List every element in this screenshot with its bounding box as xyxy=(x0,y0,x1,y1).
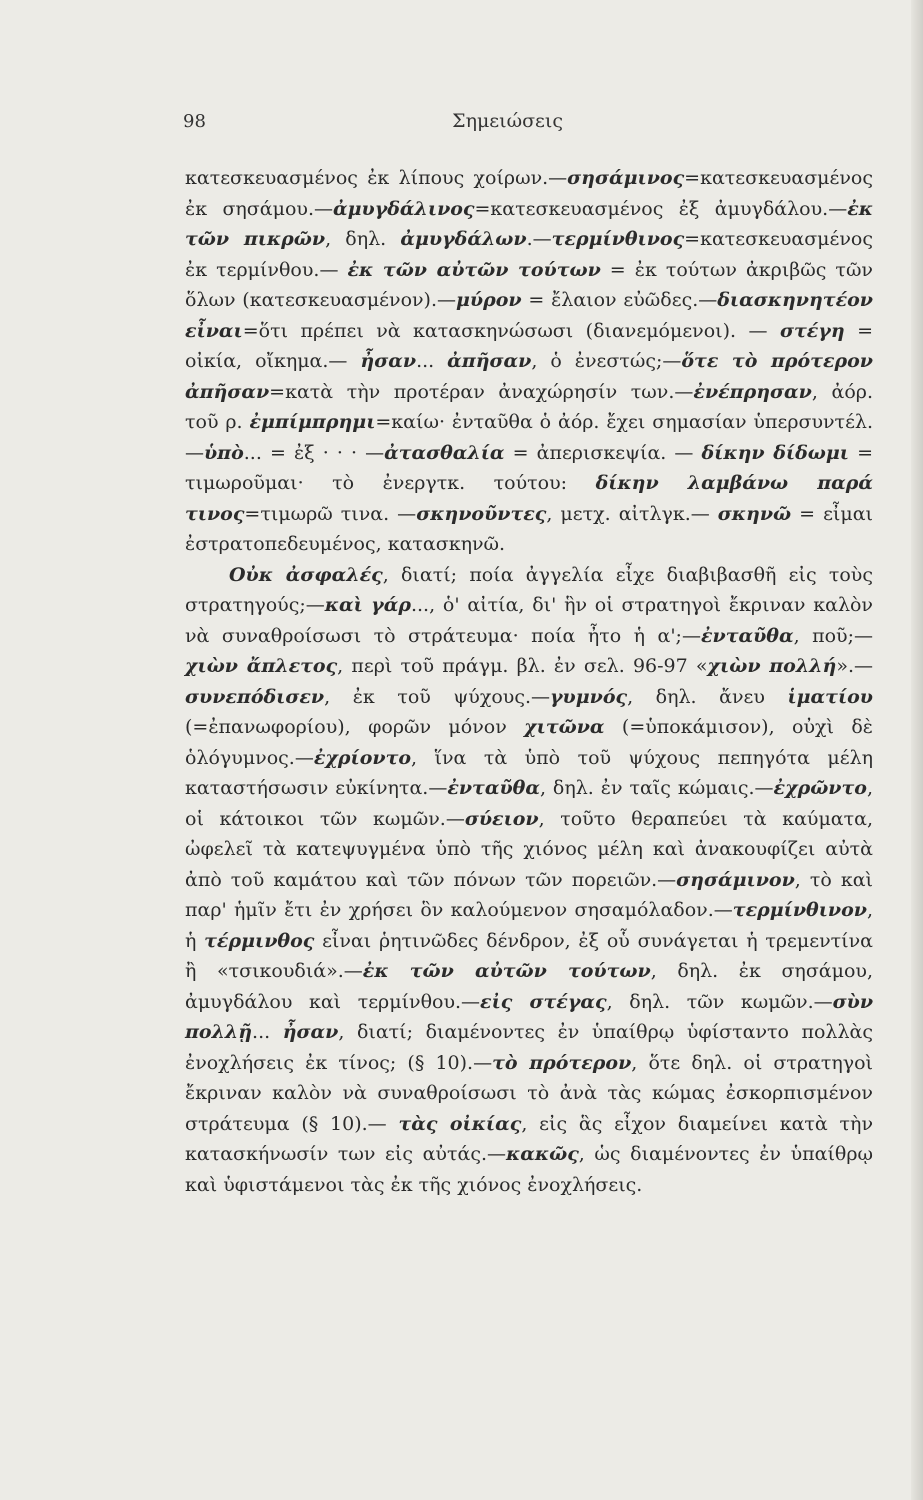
lemma: διασκηνητέον εἶναι xyxy=(185,289,873,342)
note-paragraph xyxy=(185,163,873,560)
gloss-text: , ὅτε δηλ. οἱ στρατηγοὶ ἔκριναν καλὸν νὰ συναθροίσωσι τὸ ἀνὰ τὰς κώμας ἐσκορπισμένον στράτευμα (§ 10).— xyxy=(185,1051,873,1135)
gloss-text: , οἱ κάτοικοι τῶν κωμῶν.— xyxy=(185,777,873,830)
gloss-text: .— xyxy=(526,228,552,250)
gloss-text: =καίω· ἐνταῦθα ὁ ἀόρ. ἔχει σημασίαν ὑπερσυντέλ.— xyxy=(185,411,873,464)
page-number: 98 xyxy=(183,110,206,132)
gloss-text: =ὅτι πρέπει νὰ κατασκηνώσωσι (διανεμόμενοι). — xyxy=(242,319,780,342)
lemma: σησάμινον xyxy=(676,868,795,891)
lemma: ἐνταῦθα xyxy=(447,777,540,799)
lemma: τὸ πρότερον xyxy=(492,1051,632,1074)
gloss-text: =κατεσκευασμένος ἐκ τερμίνθου.— xyxy=(185,228,873,281)
lemma: δίκην λαμβάνω παρά τινος xyxy=(185,472,874,525)
lemma: συνεπόδισεν xyxy=(185,685,325,708)
lemma: ἦσαν xyxy=(282,1021,339,1043)
gloss-text: ... xyxy=(416,350,448,372)
gloss-text: = ἔλαιον εὐῶδες.— xyxy=(521,289,718,311)
gloss-text: =κατεσκευασμένος ἐξ ἀμυγδάλου.— xyxy=(474,197,848,220)
gloss-text: , τὸ καὶ παρ' ἡμῖν ἔτι ἐν χρήσει ὃν καλούμενον σησαμόλαδον.— xyxy=(185,868,873,921)
gloss-text: =τιμωρῶ τινα. — xyxy=(244,502,417,525)
gloss-text: , δηλ. ἄνευ xyxy=(627,685,788,708)
lemma: σκηνοῦντες xyxy=(416,502,547,525)
lemma: ἱματίου xyxy=(787,685,873,708)
lemma: σκηνῶ xyxy=(717,502,792,525)
gloss-text: , ὡς διαμένοντες ἐν ὑπαίθρῳ καὶ ὑφιστάμενοι τὰς ἐκ τῆς χιόνος ἐνοχλήσεις. xyxy=(185,1143,873,1196)
lemma: καὶ γάρ xyxy=(324,594,411,616)
gloss-text: , ἡ xyxy=(185,899,873,952)
lemma: ἐκ τῶν αὐτῶν τούτων xyxy=(362,960,651,982)
lemma: μύρον xyxy=(456,289,522,311)
running-title: Σημειώσεις xyxy=(452,110,563,132)
gloss-text: , εἰς ἃς εἶχον διαμείνει κατὰ τὴν κατασκήνωσίν των εἰς αὐτάς.— xyxy=(185,1112,873,1165)
gloss-text: (=ἐπανωφορίου), φορῶν μόνον xyxy=(185,716,525,738)
lemma: τέρμινθος xyxy=(204,929,315,952)
gloss-text: ... xyxy=(252,1021,283,1043)
lemma: χιτῶνα xyxy=(524,716,605,738)
lemma: σύειον xyxy=(464,807,539,830)
lemma: κακῶς xyxy=(506,1143,579,1165)
gloss-text: , μετχ. αἰτλγκ.— xyxy=(546,502,718,525)
gloss-text: , δηλ. ἐκ σησάμου, ἀμυγδάλου καὶ τερμίνθου.— xyxy=(185,960,873,1013)
lemma: ἐνέπρησαν xyxy=(693,380,812,403)
lemma: Οὐκ ἀσφαλές xyxy=(229,563,383,586)
lemma: ἀπῆσαν xyxy=(447,350,532,372)
gloss-text: = ἐκ τούτων ἀκριβῶς τῶν ὅλων (κατεσκευασμένον).— xyxy=(185,258,873,311)
lemma: ὑπὸ xyxy=(204,441,244,464)
lemma: ἀτασθαλία xyxy=(384,441,505,464)
gloss-text: = οἰκία, οἴκημα.— xyxy=(185,319,873,372)
gloss-text: , ἵνα τὰ ὑπὸ τοῦ ψύχους πεπηγότα μέλη καταστήσωσιν εὐκίνητα.— xyxy=(185,746,873,799)
gloss-text: , δηλ. xyxy=(325,228,401,250)
gloss-text: = ἀπερισκεψία. — xyxy=(504,441,702,464)
gloss-text: , διατί; διαμένοντες ἐν ὑπαίθρῳ ὑφίσταντο πολλὰς ἐνοχλήσεις ἐκ τίνος; (§ 10).— xyxy=(185,1021,873,1074)
gloss-text: , περὶ τοῦ πράγμ. βλ. ἐν σελ. 96-97 « xyxy=(337,655,708,677)
gloss-text: ..., ὁ' αἰτία, δι' ἣν οἱ στρατηγοὶ ἔκριναν καλὸν νὰ συναθροίσωσι τὸ στράτευμα· ποία ἦτο ἡ α';— xyxy=(185,594,873,647)
lemma: σὺν πολλῇ xyxy=(185,990,873,1043)
lemma: ἐχρῶντο xyxy=(773,777,867,799)
lemma: ἀμυγδάλινος xyxy=(333,197,475,220)
gloss-text: εἶναι ῥητινῶδες δένδρον, ἐξ οὗ συνάγεται ἡ τρεμεντίνα ἢ «τσικουδιά».— xyxy=(185,929,873,982)
gloss-text: , διατί; ποία ἀγγελία εἶχε διαβιβασθῆ εἰς τοὺς στρατηγούς;— xyxy=(185,563,873,616)
lemma: ἦσαν xyxy=(360,350,417,372)
lemma: σησάμινος xyxy=(567,167,685,189)
lemma: ἐχρίοντο xyxy=(313,746,412,769)
gloss-text: , τοῦτο θεραπεύει τὰ καύματα, ὠφελεῖ τὰ κατεψυγμένα ὑπὸ τῆς χιόνος μέλη καὶ ἀνακουφίζει αὐτὰ ἀπὸ τοῦ καμάτου καὶ τῶν πόνων τῶν πορειῶν.— xyxy=(185,807,874,891)
lemma: τὰς οἰκίας xyxy=(398,1112,522,1135)
gloss-text: = εἶμαι ἐστρατοπεδευμένος, κατασκηνῶ. xyxy=(185,502,873,555)
lemma: τερμίνθινος xyxy=(551,228,685,250)
page-header xyxy=(183,104,788,138)
gloss-text: , ἐκ τοῦ ψύχους.— xyxy=(324,685,551,708)
gloss-text: κατεσκευασμένος ἐκ λίπους χοίρων.— xyxy=(185,167,568,189)
lemma: ἐνταῦθα xyxy=(700,624,794,647)
gloss-text: =κατεσκευασμένος ἐκ σησάμου.— xyxy=(185,167,873,220)
lemma: γυμνός xyxy=(550,685,628,708)
lemma: χιὼν πολλή xyxy=(707,655,837,677)
gloss-text: , ὁ ἐνεστώς;— xyxy=(531,350,682,372)
lemma: ἐκ τῶν αὐτῶν τούτων xyxy=(347,258,601,281)
gloss-text: =κατὰ τὴν προτέραν ἀναχώρησίν των.— xyxy=(269,380,694,403)
note-paragraph xyxy=(185,560,873,1201)
lemma: χιὼν ἄπλετος xyxy=(185,655,338,677)
lemma: στέγη xyxy=(779,319,845,342)
gloss-text: , δηλ. τῶν κωμῶν.— xyxy=(606,990,833,1013)
gloss-text: , δηλ. ἐν ταῖς κώμαις.— xyxy=(539,777,774,799)
lemma: ἐμπίμπρημι xyxy=(249,411,376,433)
lemma: εἰς στέγας xyxy=(480,990,607,1013)
notes-body xyxy=(185,163,873,1200)
lemma: ἀμυγδάλων xyxy=(400,228,527,250)
lemma: ὅτε τὸ πρότερον ἀπῆσαν xyxy=(185,350,873,403)
gloss-text: , ἀόρ. τοῦ ρ. xyxy=(185,380,873,433)
gloss-text: ... = ἐξ · · · — xyxy=(243,441,385,464)
gloss-text: = τιμωροῦμαι· τὸ ἐνεργτκ. τούτου: xyxy=(185,441,873,494)
lemma: ἐκ τῶν πικρῶν xyxy=(185,197,873,250)
lemma: τερμίνθινον xyxy=(732,899,867,921)
lemma: δίκην δίδωμι xyxy=(701,441,849,464)
gloss-text: , ποῦ;— xyxy=(793,624,873,647)
page-spine-shadow xyxy=(911,0,923,1500)
gloss-text: ».— xyxy=(836,655,873,677)
gloss-text: (=ὑποκάμισον), οὐχὶ δὲ ὁλόγυμνος.— xyxy=(185,716,873,769)
